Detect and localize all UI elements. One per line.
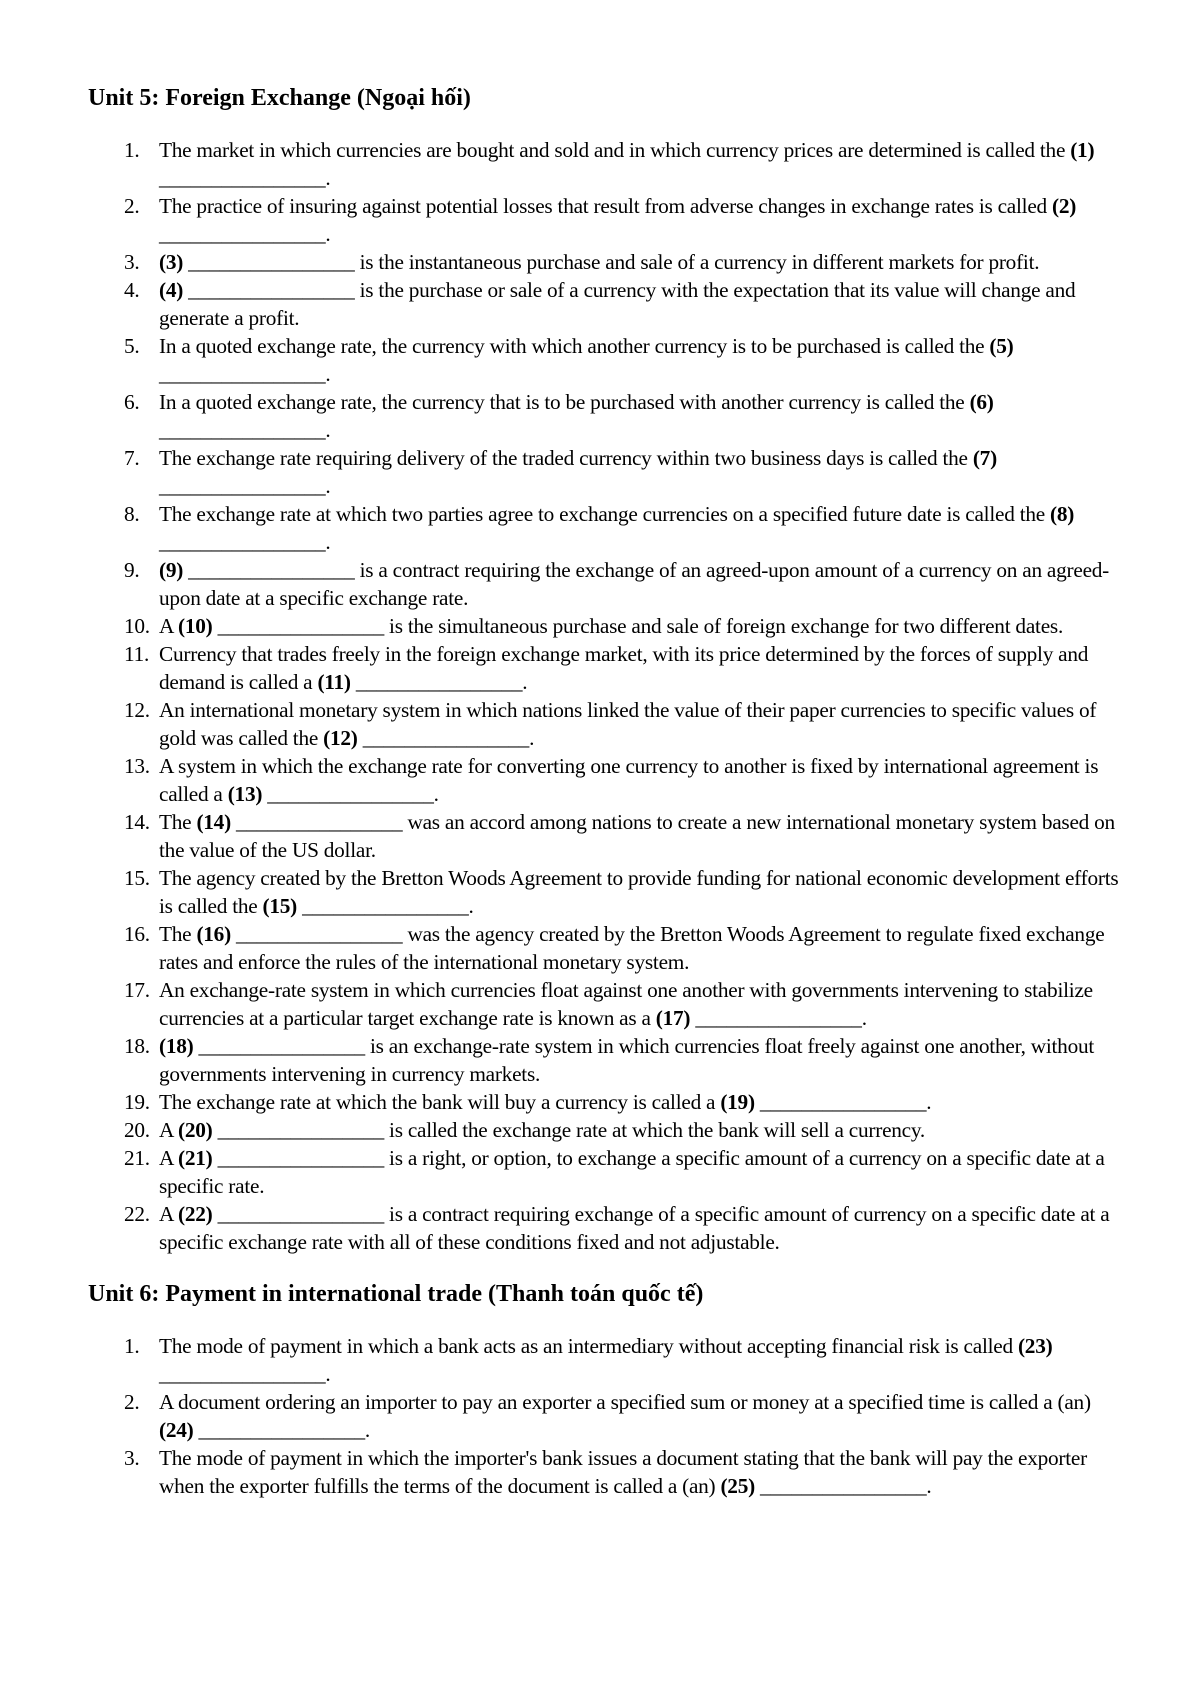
blank-number-label: (16) <box>196 922 231 946</box>
blank-number-label: (17) <box>655 1006 691 1030</box>
question-text-after: ________________. <box>159 418 331 442</box>
question-item <box>88 612 1120 640</box>
question-text-before: An international monetary system in which nations linked the value of their paper currencies to specific values of gold was called the <box>159 698 1097 750</box>
blank-number-label: (24) <box>159 1418 194 1442</box>
question-number: 14. <box>124 810 150 834</box>
question-item <box>88 864 1120 920</box>
unit-5-question-list <box>88 136 1120 1256</box>
question-text-after: ________________. <box>754 1474 932 1498</box>
question-text-before: The mode of payment in which a bank acts as an intermediary without accepting financial risk is called <box>159 1334 1018 1358</box>
question-text-after: ________________ was an accord among nations to create a new international monetary system based on the value of the US dollar. <box>159 810 1115 862</box>
question-text-after: ________________. <box>262 782 439 806</box>
question-text-before: The market in which currencies are bought and sold and in which currency prices are determined is called the <box>159 138 1071 162</box>
question-text-after: ________________ is an exchange-rate system in which currencies float freely against one another, without governments intervening in currency markets. <box>159 1034 1095 1086</box>
question-text-before: A <box>159 614 179 638</box>
question-text-after: ________________. <box>159 166 331 190</box>
blank-number-label: (4) <box>159 278 184 302</box>
blank-number-label: (21) <box>178 1146 213 1170</box>
question-item <box>88 276 1120 332</box>
question-item <box>88 1444 1120 1500</box>
question-text-before: Currency that trades freely in the foreign exchange market, with its price determined by the forces of supply and demand is called a <box>159 642 1089 694</box>
question-text-after: ________________. <box>690 1006 867 1030</box>
question-number: 15. <box>124 866 150 890</box>
question-number: 21. <box>124 1146 150 1170</box>
question-text-before: In a quoted exchange rate, the currency that is to be purchased with another currency is called the <box>159 390 970 414</box>
question-number: 10. <box>124 614 150 638</box>
question-text-before: A <box>159 1118 179 1142</box>
question-text-after: ________________ is the simultaneous purchase and sale of foreign exchange for two different dates. <box>212 614 1064 638</box>
question-item <box>88 1032 1120 1088</box>
blank-number-label: (7) <box>972 446 997 470</box>
question-text-before: The <box>159 810 197 834</box>
unit-5-title: Unit 5: Foreign Exchange (Ngoại hối) <box>88 85 471 111</box>
question-item <box>88 920 1120 976</box>
blank-number-label: (1) <box>1070 138 1095 162</box>
question-text-after: ________________. <box>193 1418 371 1442</box>
blank-number-label: (23) <box>1017 1334 1053 1358</box>
question-item <box>88 192 1120 248</box>
question-item <box>88 1116 1120 1144</box>
question-text-after: ________________ is a contract requiring the exchange of an agreed-upon amount of a currency on an agreed-upon date at a specific exchange rate. <box>159 558 1110 610</box>
question-text-before: The <box>159 922 197 946</box>
question-text-after: ________________. <box>350 670 528 694</box>
question-number: 12. <box>124 698 150 722</box>
question-text-after: ________________ was the agency created by the Bretton Woods Agreement to regulate fixed exchange rates and enforce the rules of the international monetary system. <box>159 922 1105 974</box>
question-item <box>88 976 1120 1032</box>
question-text-after: ________________. <box>159 222 331 246</box>
question-number: 11. <box>124 642 150 666</box>
question-item <box>88 500 1120 556</box>
question-text-before: A document ordering an importer to pay an exporter a specified sum or money at a specified time is called a (an) <box>159 1390 1091 1414</box>
question-number: 3. <box>124 250 140 274</box>
question-text-after: ________________. <box>159 1362 331 1386</box>
question-text-after: ________________. <box>159 474 331 498</box>
blank-number-label: (2) <box>1052 194 1077 218</box>
question-text-before: The agency created by the Bretton Woods Agreement to provide funding for national economic development efforts is called the <box>159 866 1119 918</box>
question-text-before: An exchange-rate system in which currencies float against one another with governments intervening to stabilize currencies at a particular target exchange rate is known as a <box>159 978 1093 1030</box>
question-number: 22. <box>124 1202 150 1226</box>
question-item <box>88 1088 1120 1116</box>
question-number: 3. <box>124 1446 140 1470</box>
question-text-before: A <box>159 1146 179 1170</box>
question-text-before: The exchange rate at which two parties agree to exchange currencies on a specified future date is called the <box>159 502 1051 526</box>
question-number: 8. <box>124 502 140 526</box>
question-text-before: The practice of insuring against potential losses that result from adverse changes in exchange rates is called <box>159 194 1053 218</box>
question-item <box>88 1144 1120 1200</box>
blank-number-label: (10) <box>178 614 213 638</box>
unit-6-title: Unit 6: Payment in international trade (Thanh toán quốc tế) <box>88 1281 704 1307</box>
question-text-after: ________________. <box>357 726 535 750</box>
blank-number-label: (8) <box>1050 502 1075 526</box>
question-number: 13. <box>124 754 150 778</box>
blank-number-label: (6) <box>969 390 994 414</box>
question-number: 17. <box>124 978 150 1002</box>
question-item <box>88 1388 1120 1444</box>
question-number: 4. <box>124 278 140 302</box>
question-text-after: ________________ is the instantaneous purchase and sale of a currency in different markets for profit. <box>183 250 1040 274</box>
question-number: 18. <box>124 1034 150 1058</box>
question-number: 19. <box>124 1090 150 1114</box>
blank-number-label: (11) <box>317 670 351 694</box>
question-item <box>88 248 1120 276</box>
question-text-before: The exchange rate requiring delivery of the traded currency within two business days is called the <box>159 446 973 470</box>
question-item <box>88 332 1120 388</box>
question-number: 2. <box>124 194 140 218</box>
question-text-after: ________________. <box>754 1090 932 1114</box>
question-text-before: In a quoted exchange rate, the currency with which another currency is to be purchased is called the <box>159 334 990 358</box>
blank-number-label: (15) <box>262 894 298 918</box>
blank-number-label: (20) <box>178 1118 213 1142</box>
question-number: 7. <box>124 446 140 470</box>
question-number: 9. <box>124 558 140 582</box>
question-text-before: A <box>159 1202 179 1226</box>
blank-number-label: (3) <box>159 250 184 274</box>
question-item <box>88 640 1120 696</box>
blank-number-label: (25) <box>720 1474 755 1498</box>
blank-number-label: (14) <box>196 810 231 834</box>
question-item <box>88 1200 1120 1256</box>
question-item <box>88 696 1120 752</box>
question-text-after: ________________ is a contract requiring exchange of a specific amount of currency on a specific date at a specific exchange rate with all of these conditions fixed and not adjustable. <box>159 1202 1110 1254</box>
question-text-before: The mode of payment in which the importer's bank issues a document stating that the bank will pay the exporter when the exporter fulfills the terms of the document is called a (an) <box>159 1446 1087 1498</box>
question-item <box>88 444 1120 500</box>
question-number: 20. <box>124 1118 150 1142</box>
question-number: 5. <box>124 334 140 358</box>
question-text-after: ________________ is the purchase or sale of a currency with the expectation that its value will change and generate a profit. <box>159 278 1076 330</box>
question-number: 6. <box>124 390 140 414</box>
blank-number-label: (12) <box>323 726 358 750</box>
blank-number-label: (22) <box>178 1202 213 1226</box>
question-item <box>88 556 1120 612</box>
blank-number-label: (9) <box>159 558 184 582</box>
question-item <box>88 808 1120 864</box>
blank-number-label: (5) <box>989 334 1014 358</box>
question-text-after: ________________ is a right, or option, to exchange a specific amount of a currency on a specific date at a specific rate. <box>159 1146 1105 1198</box>
question-text-before: The exchange rate at which the bank will buy a currency is called a <box>159 1090 721 1114</box>
question-number: 16. <box>124 922 150 946</box>
question-number: 1. <box>124 1334 140 1358</box>
question-item <box>88 136 1120 192</box>
unit-6-question-list <box>88 1332 1120 1500</box>
question-text-after: ________________. <box>159 530 331 554</box>
question-text-before: A system in which the exchange rate for converting one currency to another is fixed by international agreement is called a <box>159 754 1099 806</box>
question-text-after: ________________ is called the exchange rate at which the bank will sell a currency. <box>212 1118 925 1142</box>
blank-number-label: (19) <box>720 1090 755 1114</box>
question-item <box>88 752 1120 808</box>
question-number: 1. <box>124 138 140 162</box>
blank-number-label: (13) <box>227 782 263 806</box>
question-item <box>88 1332 1120 1388</box>
question-text-after: ________________. <box>159 362 331 386</box>
question-text-after: ________________. <box>297 894 474 918</box>
question-item <box>88 388 1120 444</box>
blank-number-label: (18) <box>159 1034 194 1058</box>
question-number: 2. <box>124 1390 140 1414</box>
